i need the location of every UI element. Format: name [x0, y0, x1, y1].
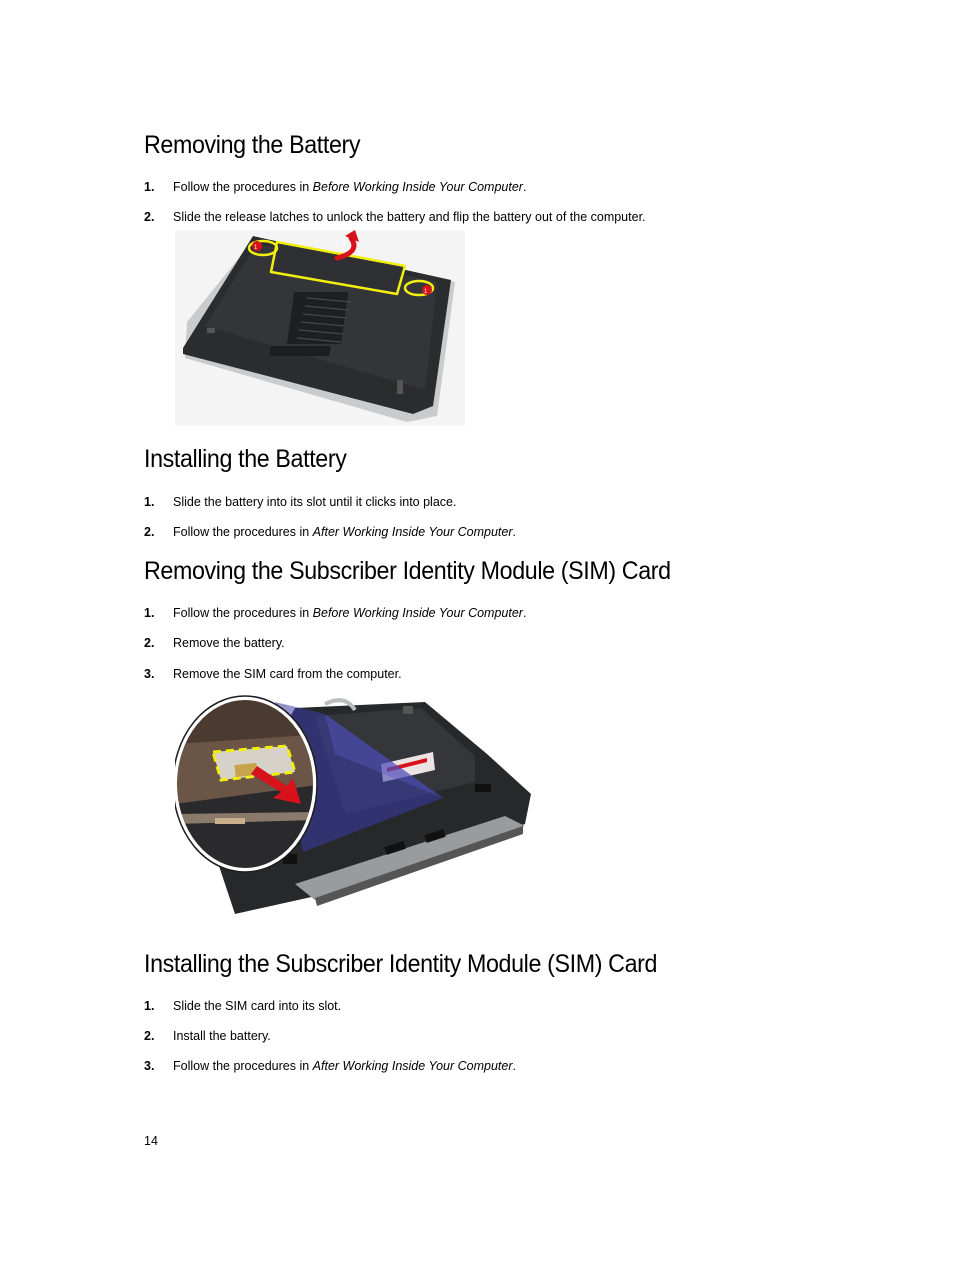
step-text: Follow the procedures in Before Working Inside Your Computer.	[173, 180, 527, 194]
step-number: 3.	[144, 1059, 155, 1073]
step-number: 2.	[144, 1029, 155, 1043]
figure-callout-1: 1	[254, 245, 258, 251]
step-text: Remove the battery.	[173, 636, 285, 650]
section-title-installing-sim: Installing the Subscriber Identity Module (SIM) Card	[144, 950, 658, 978]
step-text: Remove the SIM card from the computer.	[173, 667, 402, 681]
step-number: 1.	[144, 495, 155, 509]
reference-link: After Working Inside Your Computer	[312, 525, 513, 539]
step-text: Slide the battery into its slot until it clicks into place.	[173, 495, 457, 509]
figure-callout-2: 2	[343, 240, 347, 246]
step-text: Slide the release latches to unlock the battery and flip the battery out of the computer.	[173, 210, 646, 224]
battery-removal-figure	[175, 230, 465, 426]
step-text: Install the battery.	[173, 1029, 271, 1043]
figure-callout-1: 1	[424, 289, 428, 295]
section-title-removing-battery: Removing the Battery	[144, 131, 361, 159]
step-number: 1.	[144, 180, 155, 194]
step-text: Follow the procedures in Before Working Inside Your Computer.	[173, 606, 527, 620]
step-text: Follow the procedures in After Working Inside Your Computer.	[173, 1059, 517, 1073]
step-number: 3.	[144, 667, 155, 681]
page-number: 14	[144, 1134, 158, 1148]
reference-link: Before Working Inside Your Computer	[312, 180, 523, 194]
step-text: Follow the procedures in After Working Inside Your Computer.	[173, 525, 517, 539]
step-text: Slide the SIM card into its slot.	[173, 999, 342, 1013]
reference-link: Before Working Inside Your Computer	[312, 606, 523, 620]
step-number: 1.	[144, 999, 155, 1013]
step-number: 2.	[144, 525, 155, 539]
reference-link: After Working Inside Your Computer	[312, 1059, 513, 1073]
step-number: 1.	[144, 606, 155, 620]
section-title-removing-sim: Removing the Subscriber Identity Module (SIM) Card	[144, 557, 671, 585]
step-number: 2.	[144, 210, 155, 224]
section-title-installing-battery: Installing the Battery	[144, 445, 347, 473]
step-number: 2.	[144, 636, 155, 650]
sim-removal-figure	[175, 694, 535, 918]
